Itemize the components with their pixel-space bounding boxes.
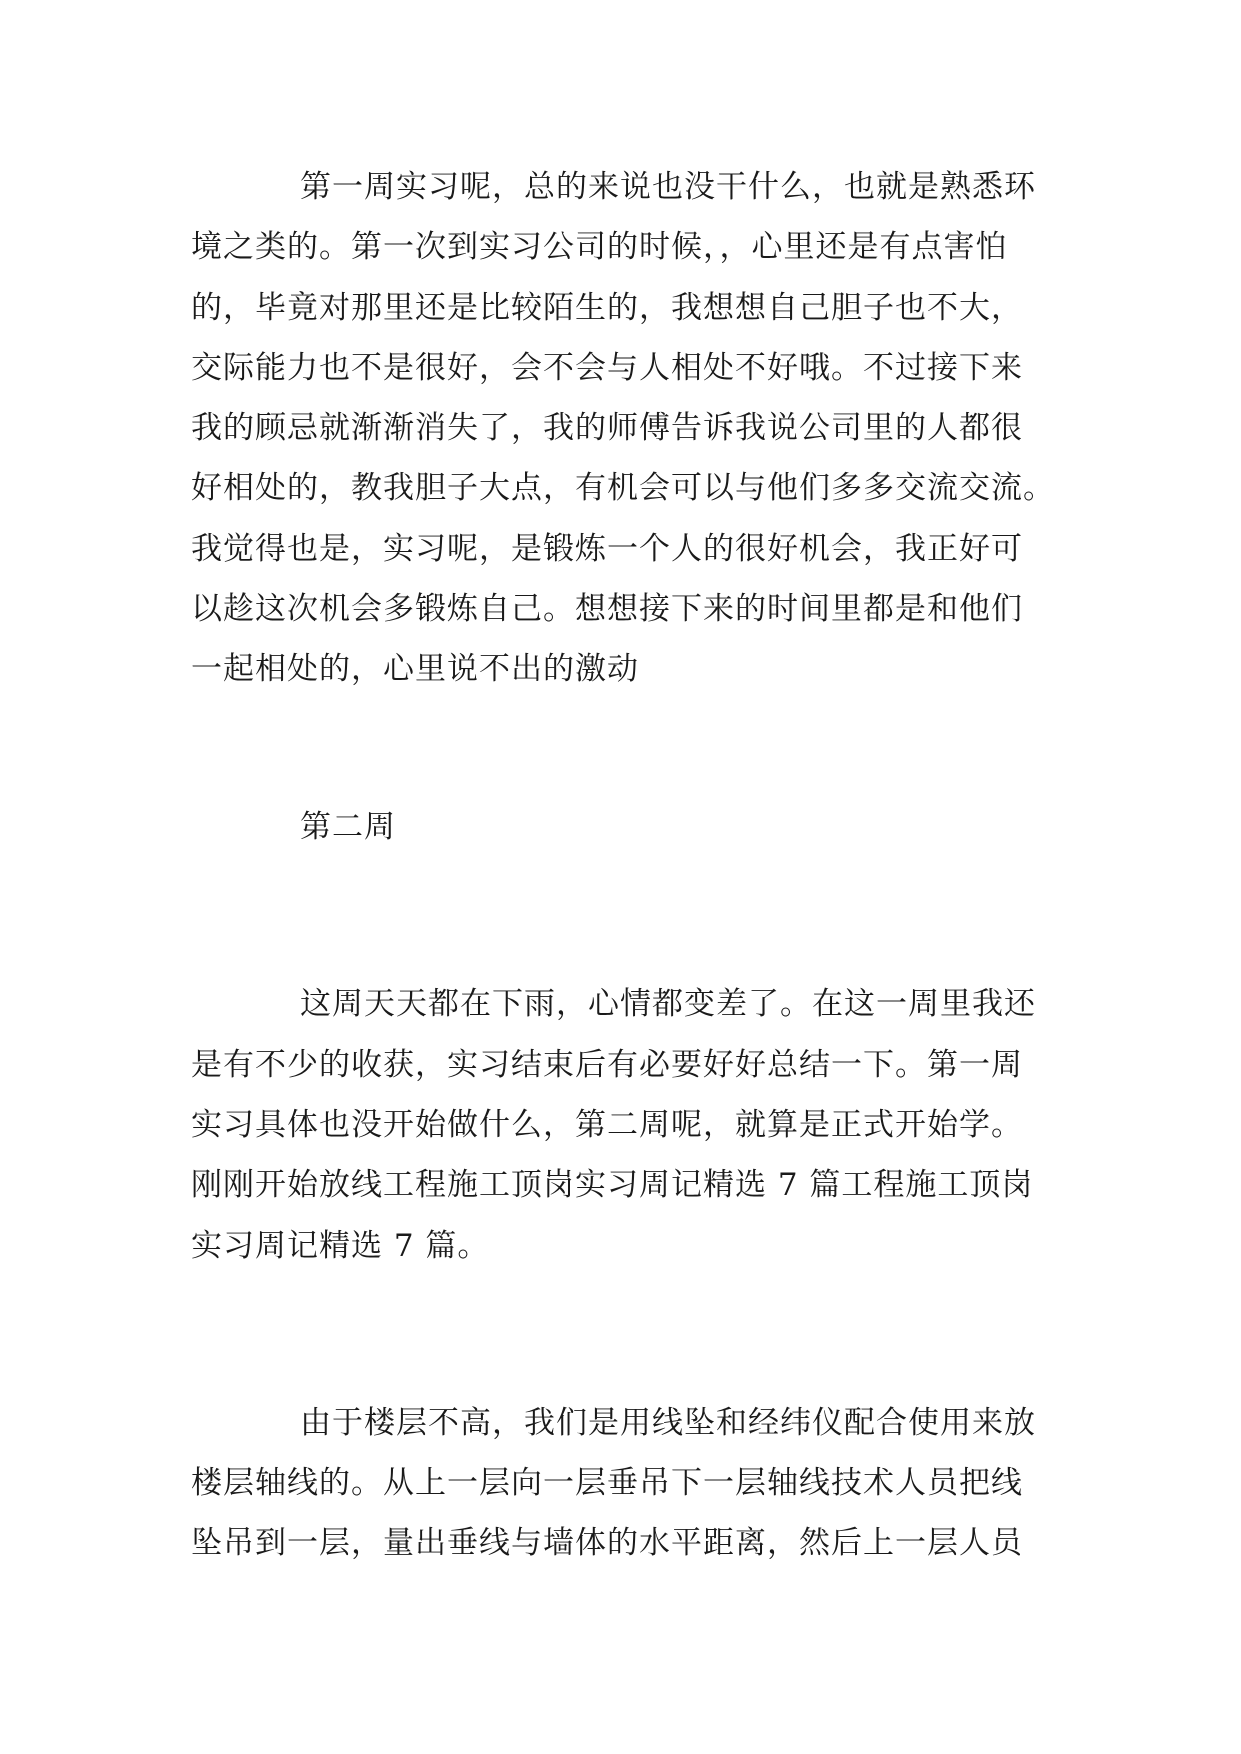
paragraph-line: 一起相处的，心里说不出的激动 xyxy=(191,651,639,687)
paragraph-line: 坠吊到一层，量出垂线与墙体的水平距离，然后上一层人员 xyxy=(191,1525,1023,1561)
paragraph-line: 以趁这次机会多锻炼自己。想想接下来的时间里都是和他们 xyxy=(191,591,1023,627)
paragraph-line: 刚刚开始放线工程施工顶岗实习周记精选 7 篇工程施工顶岗 xyxy=(191,1167,1034,1203)
paragraph-line: 由于楼层不高，我们是用线坠和经纬仪配合使用来放 xyxy=(300,1405,1036,1441)
section-heading-week2: 第二周 xyxy=(300,809,396,845)
paragraph-line: 第一周实习呢，总的来说也没干什么，也就是熟悉环 xyxy=(300,169,1036,205)
paragraph-line: 我的顾忌就渐渐消失了，我的师傅告诉我说公司里的人都很 xyxy=(191,410,1023,446)
paragraph-line: 交际能力也不是很好，会不会与人相处不好哦。不过接下来 xyxy=(191,350,1023,386)
paragraph-line: 楼层轴线的。从上一层向一层垂吊下一层轴线技术人员把线 xyxy=(191,1465,1023,1501)
paragraph-line: 好相处的，教我胆子大点，有机会可以与他们多多交流交流。 xyxy=(191,470,1055,506)
paragraph-line: 实习具体也没开始做什么，第二周呢，就算是正式开始学。 xyxy=(191,1107,1023,1143)
paragraph-line: 这周天天都在下雨，心情都变差了。在这一周里我还 xyxy=(300,986,1036,1022)
paragraph-line: 境之类的。第一次到实习公司的时候，，心里还是有点害怕 xyxy=(191,229,1008,265)
paragraph-line: 实习周记精选 7 篇。 xyxy=(191,1228,490,1264)
paragraph-line: 的，毕竟对那里还是比较陌生的，我想想自己胆子也不大， xyxy=(191,290,1023,326)
paragraph-line: 我觉得也是，实习呢，是锻炼一个人的很好机会，我正好可 xyxy=(191,531,1023,567)
paragraph-line: 是有不少的收获，实习结束后有必要好好总结一下。第一周 xyxy=(191,1047,1023,1083)
